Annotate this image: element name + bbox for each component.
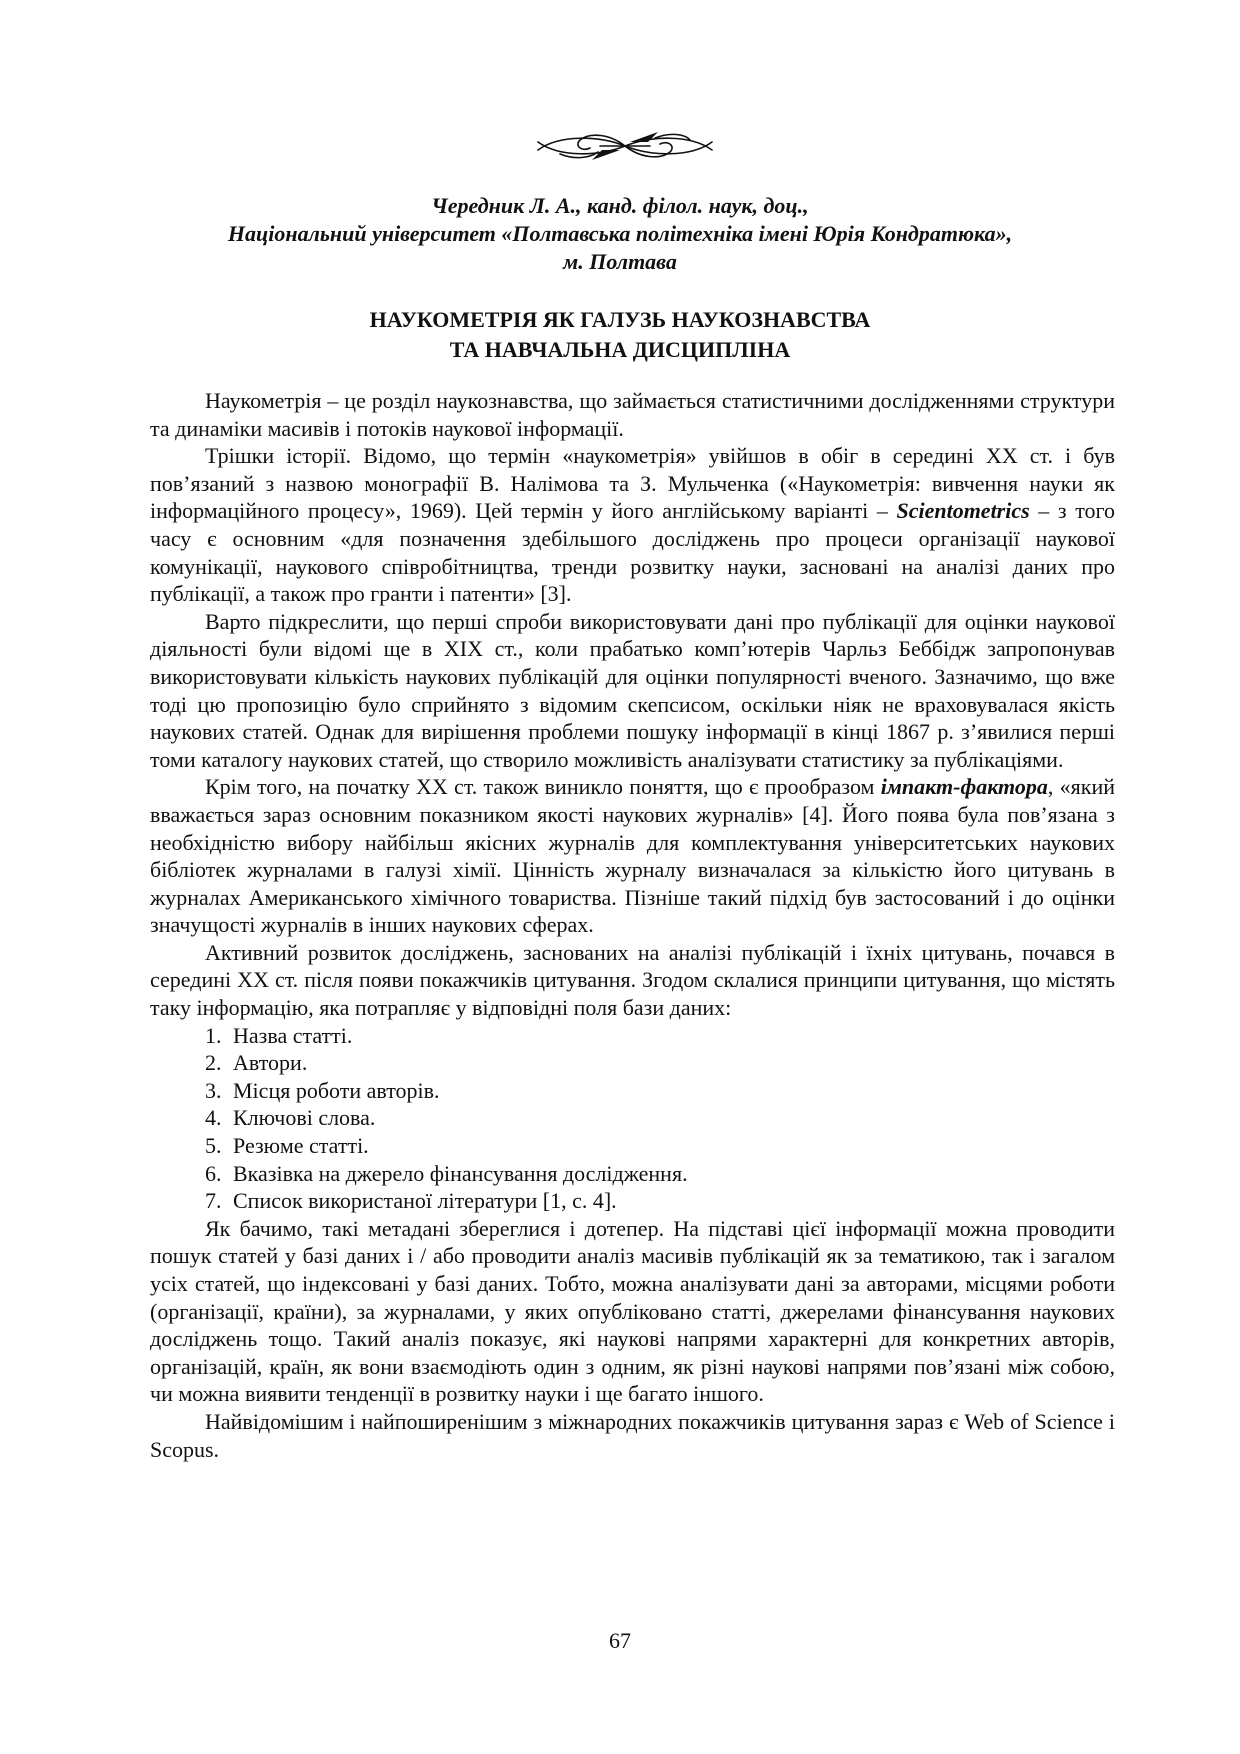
paragraph-2: Трішки історії. Відомо, що термін «наукометрія» увійшов в обіг в середині ХХ ст. і був пов’язаний з назвою монографії В. Налімова та З. Мульченка («Наукометрія: вивчення науки як інформаційного процесу», 1969). Цей термін у його англійському варіанті – Scientometrics – з того часу є основним «для позначення здебільшого досліджень про процеси організації наукової комунікації, наукового співробітництва, тренди розвитку науки, засновані на аналізі даних про публікації, а також про гранти і патенти» [3]. — [150, 443, 1115, 607]
paragraph-1: Наукометрія – це розділ наукознавства, що займається статистичними дослідженнями структури та динаміки масивів і потоків наукової інформації. — [150, 388, 1115, 441]
paragraph-6: Як бачимо, такі метадані збереглися і дотепер. На підставі цієї інформації можна проводити пошук статей у базі даних і / або проводити аналіз масивів публікацій як за тематикою, так і загалом усіх статей, що індексовані у базі даних. Тобто, можна аналізувати дані за авторами, місцями роботи (організації, країни), за журналами, у яких опубліковано статті, джерелами фінансування наукових досліджень тощо. Такий аналіз показує, які наукові напрями характерні для конкретних авторів, організацій, країн, як вони взаємодіють один з одним, як різні наукові напрями пов’язані між собою, чи можна виявити тенденції в розвитку науки і ще багато іншого. — [150, 1215, 1115, 1407]
list-item: 2. Автори. — [205, 1050, 308, 1076]
impact-factor-term: імпакт-фактора — [880, 774, 1048, 800]
author-city: м. Полтава — [563, 249, 677, 274]
author-affiliation: Національний університет «Полтавська політехніка імені Юрія Кондратюка», — [227, 221, 1013, 246]
list-item: 7. Список використаної літератури [1, с. 4]. — [205, 1188, 617, 1214]
citation-fields-list — [150, 1022, 1115, 1215]
scientometrics-term: Scientometrics — [896, 498, 1030, 524]
paragraph-3: Варто підкреслити, що перші спроби використовувати дані про публікації для оцінки наукової діяльності були відомі ще в ХІХ ст., коли прабатько комп’ютерів Чарльз Беббідж запропонував використовувати кількість наукових публікацій для оцінки популярності вченого. Зазначимо, що вже тоді цю пропозицію було сприйнято з відомим скепсисом, оскільки ніяк не враховувалася якість наукових статей. Однак для вирішення проблеми пошуку інформації в кінці 1867 р. з’явилися перші томи каталогу наукових статей, що створило можливість аналізувати статистику за публікаціями. — [150, 608, 1115, 772]
list-item: 6. Вказівка на джерело фінансування дослідження. — [205, 1160, 688, 1186]
title-line-1: НАУКОМЕТРІЯ ЯК ГАЛУЗЬ НАУКОЗНАВСТВА — [369, 307, 871, 332]
article-body — [150, 387, 1115, 1463]
title-line-2: ТА НАВЧАЛЬНА ДИСЦИПЛІНА — [449, 337, 791, 362]
author-name: Чередник Л. А., канд. філол. наук, доц., — [431, 193, 809, 218]
list-item: 4. Ключові слова. — [205, 1105, 376, 1131]
paragraph-4: Крім того, на початку ХХ ст. також виникло поняття, що є прообразом імпакт-фактора, «який вважається зараз основним показником якості наукових журналів» [4]. Його поява була пов’язана з необхідністю вибору найбільш якісних журналів для комплектування університетських наукових бібліотек журналами в галузі хімії. Цінність журналу визначалася за кількістю його цитувань в журналах Американського хімічного товариства. Пізніше такий підхід був застосований і до оцінки значущості журналів в інших наукових сферах. — [150, 774, 1116, 938]
list-item: 3. Місця роботи авторів. — [205, 1077, 440, 1103]
author-block — [150, 192, 1090, 276]
flourish-ornament-icon — [530, 128, 720, 164]
article-title — [150, 305, 1090, 365]
page-number: 67 — [609, 1628, 631, 1653]
paragraph-7: Найвідомішим і найпоширенішим з міжнародних покажчиків цитування зараз є Web of Science і Scopus. — [150, 1408, 1115, 1462]
list-item: 5. Резюме статті. — [205, 1133, 369, 1159]
list-item: 1. Назва статті. — [205, 1022, 353, 1048]
paragraph-5: Активний розвиток досліджень, заснованих на аналізі публікацій і їхніх цитувань, почався в середині ХХ ст. після появи покажчиків цитування. Згодом склалися принципи цитування, що містять таку інформацію, яка потрапляє у відповідні поля бази даних: — [150, 939, 1115, 1021]
